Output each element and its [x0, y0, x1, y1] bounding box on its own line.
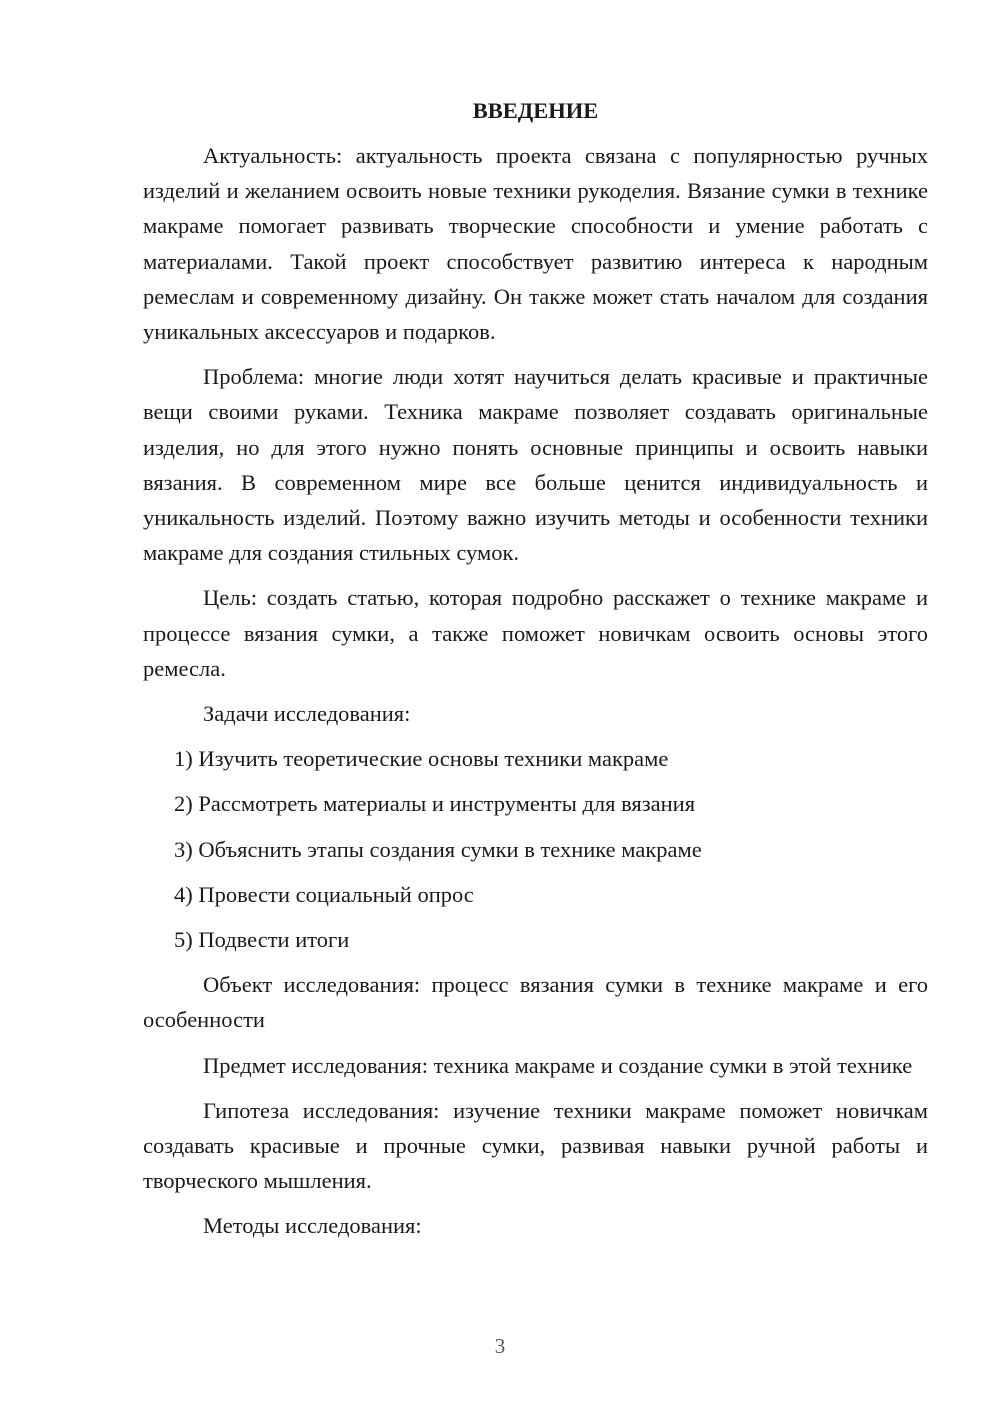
list-item: 3) Объяснить этапы создания сумки в технике макраме	[174, 836, 702, 862]
document-page	[143, 96, 928, 1244]
list-item: 4) Провести социальный опрос	[174, 881, 474, 907]
section-title: ВВЕДЕНИЕ	[472, 98, 599, 123]
list-item: 5) Подвести итоги	[174, 927, 350, 953]
page-number: 3	[494, 1334, 506, 1358]
paragraph-tasks-heading: Задачи исследования:	[203, 701, 411, 727]
paragraph-hypothesis: Гипотеза исследования: изучение техники макраме поможет новичкам создавать красивые и прочные сумки, развивая навыки ручной работы и творческого мышления.	[143, 1097, 928, 1194]
paragraph-subject: Предмет исследования: техника макраме и создание сумки в этой технике	[203, 1052, 913, 1078]
list-item: 2) Рассмотреть материалы и инструменты для вязания	[174, 791, 696, 817]
paragraph-problem: Проблема: многие люди хотят научиться делать красивые и практичные вещи своими руками. Техника макраме позволяет создавать оригинальные изделия, но для этого нужно понять основные принципы и освоить навыки вязания. В современном мире все больше ценится индивидуальность и уникальность изделий. Поэтому важно изучить методы и особенности техники макраме для создания стильных сумок.	[143, 364, 928, 566]
paragraph-methods-heading: Методы исследования:	[203, 1213, 422, 1239]
list-item: 1) Изучить теоретические основы техники макраме	[174, 746, 669, 772]
paragraph-goal: Цель: создать статью, которая подробно расскажет о технике макраме и процессе вязания сумки, а также поможет новичкам освоить основы этого ремесла.	[143, 585, 928, 681]
paragraph-relevance: Актуальность: актуальность проекта связана с популярностью ручных изделий и желанием освоить новые техники рукоделия. Вязание сумки в технике макраме помогает развивать творческие способности и умение работать с материалами. Такой проект способствует развитию интереса к народным ремеслам и современному дизайну. Он также может стать началом для создания уникальных аксессуаров и подарков.	[143, 143, 928, 345]
paragraph-object: Объект исследования: процесс вязания сумки в технике макраме и его особенности	[143, 972, 928, 1033]
tasks-list	[143, 741, 928, 957]
